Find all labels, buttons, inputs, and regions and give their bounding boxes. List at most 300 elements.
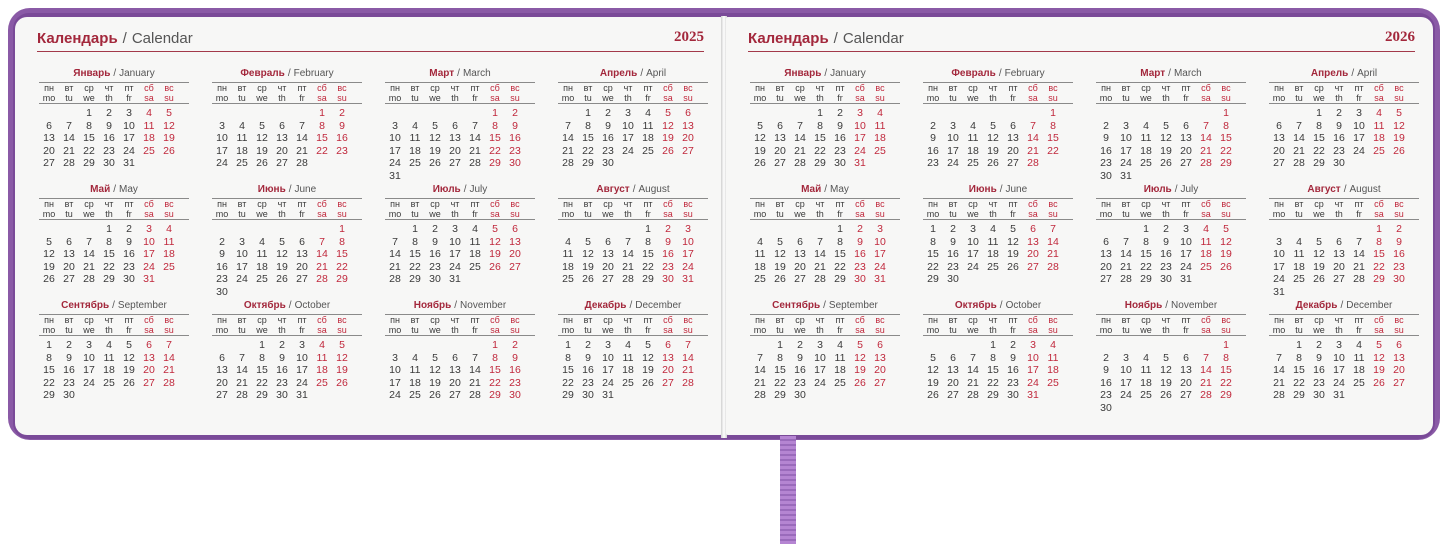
day-cell: 8: [777, 351, 783, 364]
day-empty: [963, 107, 983, 120]
day-cell: 14: [236, 364, 248, 377]
day-cell: 17: [1120, 376, 1132, 389]
day-cell: 30: [63, 389, 75, 402]
day-cell: 3: [299, 339, 305, 351]
day-cell: 15: [1140, 248, 1152, 261]
day-cell: 12: [642, 351, 654, 364]
day-cell: 9: [857, 235, 863, 248]
day-cell: 4: [970, 119, 976, 132]
weekday-label-en: mo: [388, 325, 402, 335]
month-name: [385, 67, 535, 81]
day-cell: 20: [143, 364, 155, 377]
day-cell: 5: [757, 119, 763, 132]
weekday-label-ru: чт: [277, 199, 287, 209]
day-cell: 29: [1293, 389, 1305, 402]
day-cell: 16: [947, 248, 959, 261]
day-cell: 1: [645, 223, 651, 235]
weekday-label-en: th: [451, 209, 459, 219]
day-cell: 4: [1203, 223, 1209, 235]
day-cell: 9: [106, 119, 112, 132]
weekday-label-ru: чт: [815, 83, 825, 93]
day-cell: 15: [774, 364, 786, 377]
day-cell: 26: [582, 273, 594, 286]
day-cell: 17: [967, 248, 979, 261]
day-cell: 18: [236, 144, 248, 157]
day-cell: 19: [1313, 260, 1325, 273]
day-cell: 6: [452, 119, 458, 132]
weekday-label-en: tu: [411, 325, 419, 335]
day-cell: 19: [854, 364, 866, 377]
day-cell: 31: [874, 273, 886, 286]
weekday-label-ru: сб: [1028, 199, 1038, 209]
weekday-label-ru: пн: [217, 199, 227, 209]
day-cell: 23: [602, 144, 614, 157]
weekday-label-en: th: [624, 93, 632, 103]
weekday-label-ru: пт: [470, 315, 480, 325]
weekday-label-en: mo: [388, 93, 402, 103]
month-name-en: September: [828, 300, 878, 311]
day-cell: 14: [163, 351, 175, 364]
day-cell: 17: [1027, 364, 1039, 377]
day-cell: 5: [1010, 223, 1016, 235]
day-cell: 9: [512, 119, 518, 132]
month-name: [212, 299, 362, 313]
day-cell: 6: [665, 339, 671, 351]
month-name-ru: Май: [90, 184, 111, 195]
day-cell: 18: [754, 260, 766, 273]
weekday-label-ru: пт: [297, 199, 307, 209]
day-cell: 18: [1047, 364, 1059, 377]
weekday-label-en: tu: [584, 325, 592, 335]
day-cell: 24: [854, 144, 866, 157]
weekday-label-ru: чт: [450, 315, 460, 325]
day-cell: 5: [339, 339, 345, 351]
day-cell: 7: [239, 351, 245, 364]
day-cell: 2: [1336, 107, 1342, 119]
day-cell: 4: [166, 223, 172, 235]
day-cell: 28: [469, 389, 481, 402]
day-cell: 23: [947, 260, 959, 273]
weekday-label-en: th: [105, 325, 113, 335]
day-cell: 16: [834, 132, 846, 145]
day-cell: 16: [1100, 376, 1112, 389]
page-header: [748, 29, 1415, 52]
month-name-en: July: [469, 184, 488, 195]
month-block: [39, 183, 189, 299]
day-cell: 25: [1373, 144, 1385, 157]
day-cell: 14: [682, 351, 694, 364]
day-cell: 19: [582, 260, 594, 273]
day-cell: 23: [1393, 260, 1405, 273]
weekday-label-ru: сб: [144, 83, 154, 93]
weekday-label-ru: ср: [84, 83, 94, 93]
weekday-label-en: su: [1221, 325, 1231, 335]
day-cell: 27: [774, 157, 786, 170]
day-cell: 13: [1007, 132, 1019, 145]
day-cell: 12: [43, 248, 55, 261]
day-cell: 21: [1200, 376, 1212, 389]
day-cell: 16: [794, 364, 806, 377]
day-cell: 3: [970, 223, 976, 235]
day-cell: 26: [276, 273, 288, 286]
day-cell: 18: [1140, 376, 1152, 389]
day-cell: 10: [1027, 351, 1039, 364]
weekday-label-ru: вт: [64, 199, 74, 209]
day-cell: 4: [1143, 119, 1149, 132]
day-cell: 27: [947, 389, 959, 402]
month-name: [750, 183, 900, 197]
weekday-label-en: tu: [1122, 209, 1130, 219]
day-cell: 14: [469, 132, 481, 145]
day-empty: [923, 107, 943, 120]
day-cell: 22: [927, 260, 939, 273]
day-cell: 27: [1273, 157, 1285, 170]
day-cell: 30: [123, 273, 135, 286]
day-cell: 10: [854, 119, 866, 132]
weekday-label-en: tu: [1295, 93, 1303, 103]
day-cell: 13: [276, 132, 288, 145]
weekday-label-ru: вс: [337, 83, 347, 93]
weekday-label-ru: сб: [855, 199, 865, 209]
day-cell: 14: [1200, 132, 1212, 145]
day-cell: 18: [1293, 260, 1305, 273]
day-cell: 14: [316, 248, 328, 261]
day-cell: 6: [1276, 119, 1282, 132]
day-cell: 10: [682, 235, 694, 248]
day-cell: 25: [1353, 376, 1365, 389]
day-cell: 3: [1336, 339, 1342, 351]
day-cell: 20: [662, 364, 674, 377]
day-cell: 23: [1160, 260, 1172, 273]
day-cell: 14: [1273, 364, 1285, 377]
day-cell: 22: [582, 144, 594, 157]
day-cell: 16: [927, 144, 939, 157]
month-name-en: September: [117, 300, 167, 311]
weekday-label-ru: ср: [1141, 315, 1151, 325]
month-name: [212, 67, 362, 81]
days-grid: [750, 223, 900, 286]
weekday-label-ru: сб: [1201, 315, 1211, 325]
day-cell: 31: [602, 389, 614, 402]
day-cell: 16: [103, 132, 115, 145]
weekday-label-en: we: [794, 93, 806, 103]
weekday-label-en: su: [164, 209, 174, 219]
day-cell: 22: [1313, 144, 1325, 157]
day-cell: 21: [1273, 376, 1285, 389]
weekday-label-ru: вт: [64, 315, 74, 325]
weekday-label-ru: ср: [84, 199, 94, 209]
weekday-label-ru: сб: [490, 83, 500, 93]
title-separator: /: [122, 30, 127, 47]
day-cell: 17: [123, 132, 135, 145]
day-empty: [923, 339, 943, 352]
weekday-label-en: sa: [1201, 93, 1211, 103]
day-cell: 4: [412, 351, 418, 364]
weekday-label-en: tu: [1122, 93, 1130, 103]
day-cell: 12: [1220, 235, 1232, 248]
day-cell: 18: [163, 248, 175, 261]
day-cell: 1: [777, 339, 783, 351]
weekday-label-ru: вт: [583, 315, 593, 325]
day-empty: [1289, 223, 1309, 236]
day-cell: 15: [1373, 248, 1385, 261]
day-cell: 7: [797, 119, 803, 132]
day-cell: 26: [429, 157, 441, 170]
weekday-label-ru: вт: [1294, 315, 1304, 325]
day-cell: 13: [216, 364, 228, 377]
day-cell: 7: [1030, 119, 1036, 132]
day-cell: 6: [1396, 339, 1402, 351]
weekday-label-en: fr: [472, 325, 478, 335]
day-cell: 2: [512, 339, 518, 351]
month-name-ru: Февраль: [240, 68, 285, 79]
weekday-label-en: th: [989, 209, 997, 219]
weekday-label-ru: сб: [490, 199, 500, 209]
day-cell: 30: [947, 273, 959, 286]
day-cell: 13: [43, 132, 55, 145]
weekday-label-en: fr: [472, 93, 478, 103]
day-cell: 14: [967, 364, 979, 377]
day-cell: 2: [1103, 351, 1109, 364]
day-cell: 1: [565, 339, 571, 351]
ribbon-bookmark: [780, 436, 796, 544]
day-cell: 10: [1180, 235, 1192, 248]
month-name-separator: /: [288, 300, 292, 311]
month-name: [1269, 67, 1419, 81]
day-cell: 1: [990, 339, 996, 351]
day-cell: 22: [489, 376, 501, 389]
weekday-label-ru: сб: [1201, 199, 1211, 209]
day-cell: 15: [489, 132, 501, 145]
day-cell: 12: [1313, 248, 1325, 261]
day-empty: [465, 339, 485, 352]
day-cell: 9: [585, 351, 591, 364]
day-cell: 22: [1293, 376, 1305, 389]
weekday-label-ru: ср: [1314, 315, 1324, 325]
day-cell: 6: [1103, 235, 1109, 248]
weekday-label-en: th: [278, 325, 286, 335]
day-cell: 5: [1376, 339, 1382, 351]
day-cell: 12: [429, 132, 441, 145]
day-cell: 9: [1103, 132, 1109, 145]
day-cell: 29: [814, 157, 826, 170]
weekday-label-en: sa: [855, 93, 865, 103]
weekday-label-en: th: [451, 325, 459, 335]
weekday-label-en: fr: [837, 209, 843, 219]
weekday-label-en: mo: [215, 325, 229, 335]
weekday-label-ru: пн: [563, 83, 573, 93]
day-cell: 11: [143, 119, 155, 132]
day-cell: 10: [622, 119, 634, 132]
day-cell: 11: [163, 235, 175, 248]
month-block: [1096, 183, 1246, 299]
day-cell: 3: [817, 339, 823, 351]
weekday-label-ru: пт: [835, 315, 845, 325]
day-cell: 24: [216, 157, 228, 170]
day-cell: 8: [259, 351, 265, 364]
day-cell: 6: [1183, 351, 1189, 364]
weekday-label-ru: пн: [755, 83, 765, 93]
day-cell: 6: [299, 235, 305, 248]
weekday-label-en: we: [1140, 325, 1152, 335]
days-grid: [212, 339, 362, 402]
day-cell: 12: [1393, 119, 1405, 132]
weekday-label-ru: вт: [237, 315, 247, 325]
weekday-label-en: sa: [144, 325, 154, 335]
day-cell: 9: [1010, 351, 1016, 364]
day-cell: 30: [276, 389, 288, 402]
weekday-label-ru: пн: [563, 315, 573, 325]
day-cell: 19: [1220, 248, 1232, 261]
day-cell: 12: [582, 248, 594, 261]
day-cell: 25: [622, 376, 634, 389]
weekday-label-en: we: [602, 325, 614, 335]
weekday-label-en: th: [1335, 93, 1343, 103]
day-empty: [1156, 339, 1176, 352]
month-block: [923, 183, 1073, 299]
day-cell: 5: [432, 351, 438, 364]
day-cell: 2: [797, 339, 803, 351]
weekday-label-en: th: [816, 209, 824, 219]
weekday-label-en: mo: [753, 325, 767, 335]
weekday-label-ru: вс: [164, 199, 174, 209]
day-cell: 4: [645, 107, 651, 119]
days-grid: [1096, 223, 1246, 286]
weekday-label-ru: пн: [217, 315, 227, 325]
day-cell: 1: [817, 107, 823, 119]
weekday-label-en: fr: [1183, 209, 1189, 219]
day-cell: 23: [1313, 376, 1325, 389]
day-cell: 23: [336, 144, 348, 157]
weekday-label-en: we: [83, 325, 95, 335]
day-cell: 25: [1047, 376, 1059, 389]
weekday-label-ru: пт: [1181, 199, 1191, 209]
weekday-label-ru: пн: [217, 83, 227, 93]
weekday-label-en: mo: [388, 209, 402, 219]
days-grid: [750, 339, 900, 402]
days-grid: [923, 223, 1073, 286]
day-cell: 22: [1220, 144, 1232, 157]
day-cell: 27: [1027, 260, 1039, 273]
weekday-header: [1096, 198, 1246, 220]
page-title: [37, 30, 193, 47]
weekday-label-ru: чт: [1334, 83, 1344, 93]
day-cell: 28: [63, 157, 75, 170]
day-empty: [252, 107, 272, 120]
day-cell: 22: [83, 144, 95, 157]
weekday-label-en: we: [967, 209, 979, 219]
weekday-label-en: sa: [490, 209, 500, 219]
day-cell: 30: [854, 273, 866, 286]
weekday-label-ru: ср: [968, 315, 978, 325]
day-cell: 21: [622, 260, 634, 273]
day-cell: 11: [967, 132, 979, 145]
day-cell: 21: [562, 144, 574, 157]
weekday-label-ru: вс: [875, 199, 885, 209]
month-name-ru: Апрель: [599, 68, 638, 79]
weekday-label-en: mo: [926, 93, 940, 103]
title-en: Calendar: [131, 30, 193, 47]
day-cell: 28: [389, 273, 401, 286]
day-cell: 27: [1100, 273, 1112, 286]
day-cell: 6: [1030, 223, 1036, 235]
day-cell: 5: [1163, 351, 1169, 364]
weekday-label-ru: ср: [603, 315, 613, 325]
days-grid: [558, 107, 708, 170]
day-cell: 14: [1047, 235, 1059, 248]
month-name-separator: /: [824, 68, 828, 79]
month-name-separator: /: [823, 300, 826, 311]
weekday-header: [212, 314, 362, 336]
day-cell: 20: [1180, 376, 1192, 389]
weekday-header: [212, 82, 362, 104]
month-name-en: June: [1005, 184, 1028, 195]
day-empty: [1196, 339, 1216, 352]
day-cell: 26: [256, 157, 268, 170]
month-name-separator: /: [113, 68, 117, 79]
day-cell: 13: [296, 248, 308, 261]
weekday-label-en: tu: [584, 93, 592, 103]
day-cell: 12: [163, 119, 175, 132]
day-cell: 31: [143, 273, 155, 286]
month-block: [1096, 67, 1246, 183]
day-cell: 10: [83, 351, 95, 364]
day-cell: 30: [1160, 273, 1172, 286]
month-name-en: February: [293, 68, 334, 79]
day-cell: 8: [319, 119, 325, 132]
day-cell: 10: [1353, 119, 1365, 132]
title-ru: Календарь: [748, 30, 829, 47]
weekday-header: [385, 198, 535, 220]
weekday-label-en: we: [1140, 93, 1152, 103]
day-cell: 15: [409, 248, 421, 261]
day-cell: 10: [602, 351, 614, 364]
day-cell: 1: [1223, 107, 1229, 119]
day-empty: [232, 339, 252, 352]
day-cell: 16: [123, 248, 135, 261]
day-cell: 7: [166, 339, 172, 351]
day-cell: 10: [449, 235, 461, 248]
day-cell: 12: [854, 351, 866, 364]
weekday-label-ru: чт: [988, 315, 998, 325]
weekday-label-ru: пт: [124, 83, 134, 93]
weekday-label-ru: сб: [1201, 83, 1211, 93]
day-cell: 1: [1296, 339, 1302, 351]
day-cell: 4: [146, 107, 152, 119]
day-cell: 19: [429, 376, 441, 389]
month-name: [558, 67, 708, 81]
day-empty: [810, 223, 830, 236]
weekday-header: [39, 314, 189, 336]
day-cell: 20: [509, 248, 521, 261]
day-cell: 3: [1356, 107, 1362, 119]
day-cell: 4: [412, 119, 418, 132]
weekday-label-en: su: [510, 325, 520, 335]
day-cell: 6: [797, 235, 803, 248]
day-cell: 30: [662, 273, 674, 286]
month-block: [212, 67, 362, 183]
weekday-header: [385, 314, 535, 336]
weekday-label-en: mo: [561, 209, 575, 219]
day-cell: 17: [143, 248, 155, 261]
day-cell: 2: [605, 107, 611, 119]
weekday-label-ru: вс: [1221, 315, 1231, 325]
weekday-label-en: we: [429, 325, 441, 335]
weekday-label-ru: сб: [144, 199, 154, 209]
weekday-label-ru: ср: [1141, 199, 1151, 209]
day-cell: 25: [754, 273, 766, 286]
day-empty: [750, 223, 770, 236]
